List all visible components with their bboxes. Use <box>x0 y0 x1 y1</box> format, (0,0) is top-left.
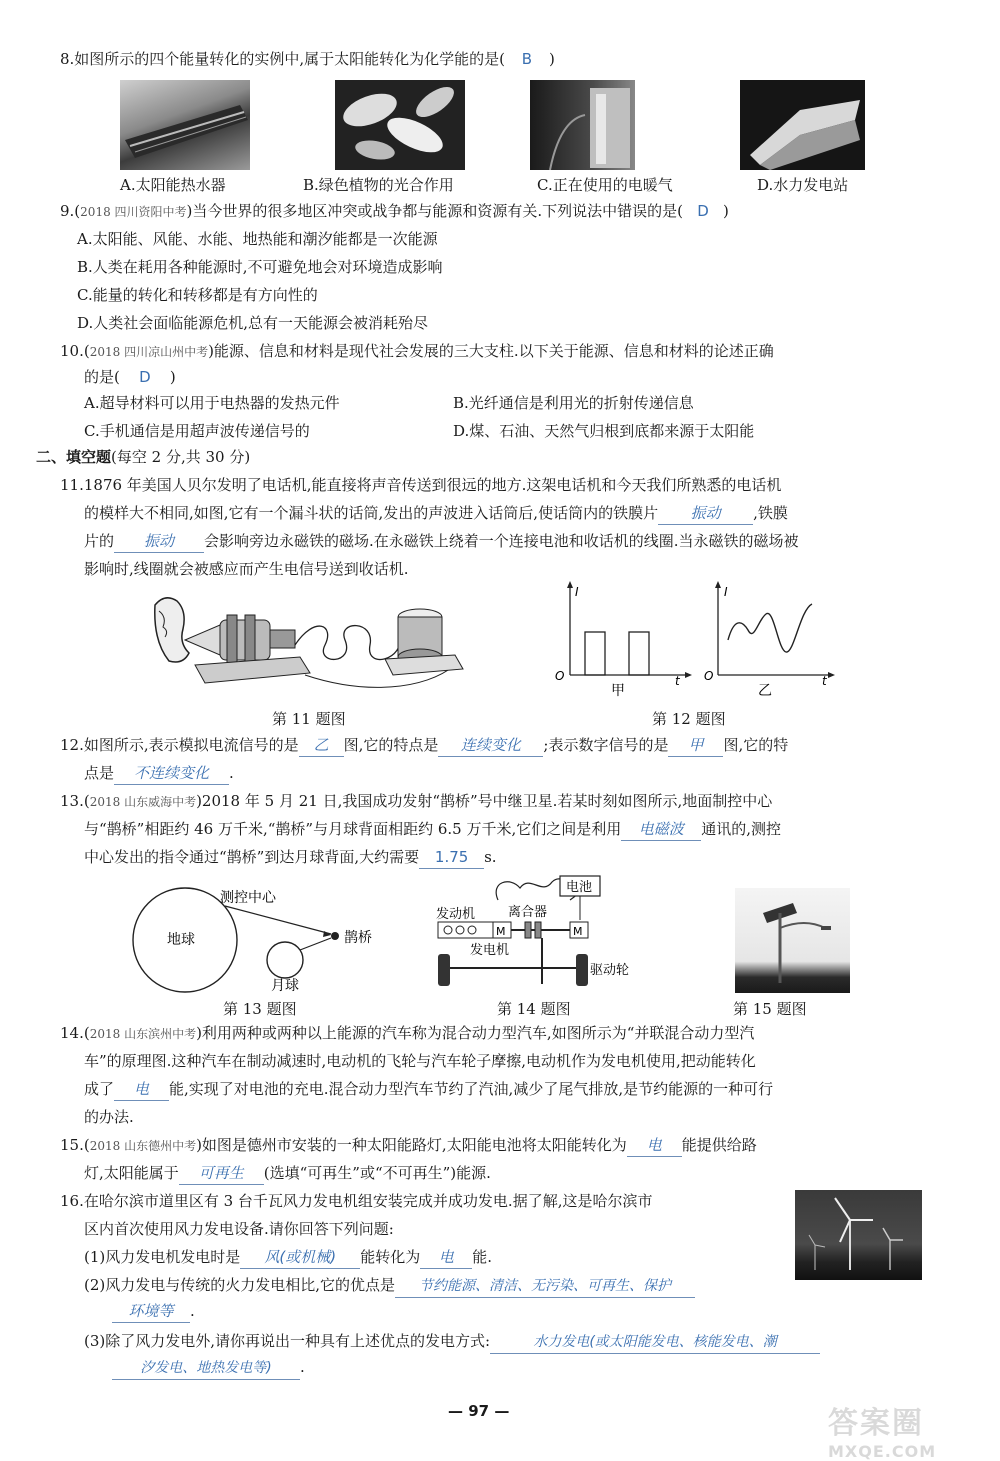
q14-line1 <box>60 1022 754 1045</box>
yi-label: 乙 <box>758 683 772 699</box>
q10-source: 2018 四川凉山州中考 <box>89 345 209 359</box>
q9-stem <box>60 200 729 223</box>
q10-answer: D <box>139 368 151 386</box>
q11-answer-1: 振动 <box>658 502 753 525</box>
q16-part3 <box>84 1330 820 1354</box>
jia-label: 甲 <box>611 683 625 699</box>
watermark-logo <box>828 1398 988 1461</box>
section-2-title: 二、填空题 <box>36 448 112 466</box>
q16-answer-2: 电 <box>420 1246 472 1269</box>
label-battery: 电池 <box>566 880 593 895</box>
q12-e: 点是 <box>84 764 115 782</box>
q16-p1c: 能. <box>472 1248 493 1266</box>
q14-line1-text: )利用两种或两种以上能源的汽车称为混合动力型汽车,如图所示为“并联混合动力型汽 <box>196 1024 755 1042</box>
q10-stem1: )能源、信息和材料是现代社会发展的三大支柱.以下关于能源、信息和材料的论述正确 <box>208 342 774 360</box>
q16-line2: 区内首次使用风力发电设备.请你回答下列问题: <box>84 1220 394 1238</box>
q12-answer-1: 乙 <box>299 734 344 757</box>
jia-pulse-1 <box>585 632 605 675</box>
q11-answer-2: 振动 <box>114 530 204 553</box>
telephone-figure <box>145 585 475 700</box>
jia-origin: O <box>555 669 565 683</box>
q9-option-b: B.人类在耗用各种能源时,不可避免地会对环境造成影响 <box>77 258 443 276</box>
label-motor-left: M <box>496 925 506 938</box>
q13-line1 <box>60 790 772 813</box>
q11-line3b: 会影响旁边永磁铁的磁场.在永磁铁上绕着一个连接电池和收话机的线圈.当永磁铁的磁场被 <box>204 532 799 550</box>
section-2-note: (每空 2 分,共 30 分) <box>111 448 251 466</box>
q14-line4: 的办法. <box>84 1108 134 1126</box>
q13-line3 <box>84 846 497 869</box>
q16-p2end: . <box>190 1302 195 1320</box>
wheel-left <box>438 954 450 986</box>
label-clutch: 离合器 <box>508 905 548 920</box>
q15-line2a: 灯,太阳能属于 <box>84 1164 179 1182</box>
q16-part2-cont <box>112 1300 195 1323</box>
q12-figure-caption: 第 12 题图 <box>652 710 726 728</box>
q8-caption-c: C.正在使用的电暖气 <box>537 176 673 194</box>
q15-line1b: 能提供给路 <box>681 1136 757 1154</box>
q12-line2 <box>84 762 234 785</box>
label-engine: 发动机 <box>436 907 476 922</box>
q16-p1a: (1)风力发电机发电时是 <box>84 1248 241 1266</box>
q16-answer-3: 节约能源、清洁、无污染、可再生、保护 <box>395 1275 695 1298</box>
yi-origin: O <box>704 669 714 683</box>
yi-axis-i: I <box>724 585 728 599</box>
label-relay: 鹊桥 <box>344 930 372 946</box>
q12-figure-yi <box>700 580 840 705</box>
q12-a: 12.如图所示,表示模拟电流信号的是 <box>60 736 299 754</box>
label-moon: 月球 <box>271 978 299 994</box>
q14-prefix: 14.( <box>60 1024 90 1042</box>
q8-close: ) <box>548 50 555 68</box>
label-control-center: 测控中心 <box>220 890 276 906</box>
q16-part2 <box>84 1274 695 1298</box>
q13-line2b: 通讯的,测控 <box>701 820 782 838</box>
q14-figure-caption: 第 14 题图 <box>497 1000 571 1018</box>
label-earth: 地球 <box>167 932 195 948</box>
photosynthesis-leaves-photo <box>335 80 465 170</box>
q13-line3b: s. <box>484 848 497 866</box>
page-number: — 97 — <box>448 1402 510 1420</box>
q12-answer-4: 不连续变化 <box>114 762 229 785</box>
q10-close: ) <box>169 368 176 386</box>
q8-stem <box>60 48 555 70</box>
q12-b: 图,它的特点是 <box>343 736 439 754</box>
q15-figure-caption: 第 15 题图 <box>733 1000 807 1018</box>
q10-stem-line1 <box>60 340 774 363</box>
q11-line2a: 的模样大不相同,如图,它有一个漏斗状的话筒,发出的声波进入话筒后,使话筒内的铁膜片 <box>84 504 659 522</box>
solar-water-heater-photo <box>120 80 250 170</box>
q8-caption-a: A.太阳能热水器 <box>120 176 226 194</box>
relay-satellite-dot <box>331 932 339 940</box>
wind-turbine-photo <box>795 1190 922 1280</box>
q16-answer-4: 水力发电(或太阳能发电、核能发电、潮 <box>490 1331 820 1354</box>
label-motor-right: M <box>573 925 583 938</box>
q11-line3a: 片的 <box>84 532 115 550</box>
q13-line3a: 中心发出的指令通过“鹊桥”到达月球背面,大约需要 <box>84 848 420 866</box>
q9-close: ) <box>723 202 729 220</box>
q16-answer-3-cont: 环境等 <box>112 1300 190 1323</box>
jia-axis-i: I <box>575 585 579 599</box>
q16-answer-4-cont: 汐发电、地热发电等) <box>112 1357 300 1380</box>
q16-answer-1: 风(或机械) <box>240 1246 360 1269</box>
q9-option-a: A.太阳能、风能、水能、地热能和潮汐能都是一次能源 <box>77 230 438 248</box>
q8-answer: B <box>521 50 533 68</box>
q15-answer-2: 可再生 <box>179 1162 264 1185</box>
q12-line1 <box>60 734 788 757</box>
q13-line2a: 与“鹊桥”相距约 46 万千米,“鹊桥”与月球背面相距约 6.5 万千米,它们之间是利用 <box>84 820 622 838</box>
q11-line3 <box>84 530 799 553</box>
jia-axis-t: t <box>675 674 680 688</box>
q9-option-c: C.能量的转化和转移都是有方向性的 <box>77 286 318 304</box>
q14-line3b: 能,实现了对电池的充电.混合动力型汽车节约了汽油,减少了尾气排放,是节约能源的一种可行 <box>169 1080 774 1098</box>
engine-box <box>438 922 493 938</box>
q12-d: 图,它的特 <box>723 736 789 754</box>
q9-stem-text: )当今世界的很多地区冲突或战争都与能源和资源有关.下列说法中错误的是( <box>186 202 684 220</box>
q13-line1-text: )2018 年 5 月 21 日,我国成功发射“鹊桥”号中继卫星.若某时刻如图所示,地面制控中心 <box>196 792 773 810</box>
label-drive-wheel: 驱动轮 <box>590 963 630 978</box>
q9-prefix: 9.( <box>60 202 81 220</box>
q10-option-c: C.手机通信是用超声波传递信号的 <box>84 422 310 440</box>
q11-line4: 影响时,线圈就会被感应而产生电信号送到收话机. <box>84 560 409 578</box>
label-generator: 发电机 <box>470 943 510 958</box>
center-to-relay-line <box>225 906 331 934</box>
section-2-heading <box>36 446 250 468</box>
q9-source: 2018 四川资阳中考 <box>80 205 187 219</box>
watermark-logo-text: 答案圈 <box>828 1406 924 1441</box>
q14-figure <box>430 872 650 994</box>
q16-line1: 16.在哈尔滨市道里区有 3 台千瓦风力发电机组安装完成并成功发电.据了解,这是哈尔滨市 <box>60 1192 653 1210</box>
q16-p1b: 能转化为 <box>360 1248 421 1266</box>
q10-option-d: D.煤、石油、天然气归根到底都来源于太阳能 <box>453 422 755 440</box>
q14-line3 <box>84 1078 773 1101</box>
q15-answer-1: 电 <box>627 1134 682 1157</box>
q16-p3a: (3)除了风力发电外,请你再说出一种具有上述优点的发电方式: <box>84 1332 491 1350</box>
jia-pulse-2 <box>629 632 649 675</box>
q14-line2: 车”的原理图.这种汽车在制动减速时,电动机的飞轮与汽车轮子摩擦,电动机作为发电机使用,把动能转化 <box>84 1052 756 1070</box>
hydropower-station-photo <box>740 80 865 170</box>
q16-p3end: . <box>300 1358 305 1376</box>
q16-p2a: (2)风力发电与传统的火力发电相比,它的优点是 <box>84 1276 396 1294</box>
q15-line1 <box>60 1134 757 1157</box>
q13-figure <box>125 878 410 996</box>
q8-stem-text: 8.如图所示的四个能量转化的实例中,属于太阳能转化为化学能的是( <box>60 50 505 68</box>
q10-option-a: A.超导材料可以用于电热器的发热元件 <box>84 394 340 412</box>
solar-street-lamp-photo <box>735 888 850 993</box>
q15-line2b: (选填“可再生”或“不可再生”)能源. <box>263 1164 491 1182</box>
q14-line3a: 成了 <box>84 1080 115 1098</box>
q12-answer-2: 连续变化 <box>438 734 543 757</box>
q13-line2 <box>84 818 781 841</box>
yi-analog-curve <box>728 604 812 652</box>
electric-heater-photo <box>530 80 635 170</box>
q11-line1: 11.1876 年美国人贝尔发明了电话机,能直接将声音传送到很远的地方.这架电话机和今天我们所熟悉的电话机 <box>60 476 782 494</box>
q10-prefix: 10.( <box>60 342 90 360</box>
q16-part3-cont <box>112 1356 305 1380</box>
q8-caption-d: D.水力发电站 <box>757 176 849 194</box>
q15-prefix: 15.( <box>60 1136 90 1154</box>
q13-source: 2018 山东威海中考 <box>89 795 197 809</box>
watermark-url: MXQE.COM <box>828 1442 937 1461</box>
moon-to-relay-line <box>300 938 331 950</box>
q13-answer-2: 1.75 <box>419 846 484 869</box>
q15-line1a: )如图是德州市安装的一种太阳能路灯,太阳能电池将太阳能转化为 <box>196 1136 627 1154</box>
q11-line2b: ,铁膜 <box>753 504 788 522</box>
q12-f: . <box>229 764 234 782</box>
yi-axis-t: t <box>822 674 827 688</box>
q9-option-d: D.人类社会面临能源危机,总有一天能源会被消耗殆尽 <box>77 314 429 332</box>
q13-figure-caption: 第 13 题图 <box>223 1000 297 1018</box>
q16-part1 <box>84 1246 492 1269</box>
q11-figure-caption: 第 11 题图 <box>272 710 346 728</box>
q13-prefix: 13.( <box>60 792 90 810</box>
q9-answer: D <box>697 202 709 220</box>
q10-stem2: 的是( <box>84 368 120 386</box>
q10-stem-line2 <box>84 366 176 388</box>
q15-source: 2018 山东德州中考 <box>89 1139 197 1153</box>
moon-circle <box>267 942 303 978</box>
q12-figure-jia <box>545 580 695 705</box>
q14-source: 2018 山东滨州中考 <box>89 1027 197 1041</box>
q12-c: ;表示数字信号的是 <box>543 736 669 754</box>
q8-caption-b: B.绿色植物的光合作用 <box>303 176 454 194</box>
q10-option-b: B.光纤通信是利用光的折射传递信息 <box>453 394 694 412</box>
q15-line2 <box>84 1162 491 1185</box>
q14-answer-1: 电 <box>114 1078 169 1101</box>
q13-answer-1: 电磁波 <box>621 818 701 841</box>
q11-line2 <box>84 502 788 525</box>
q12-answer-3: 甲 <box>668 734 723 757</box>
wheel-right <box>576 954 588 986</box>
